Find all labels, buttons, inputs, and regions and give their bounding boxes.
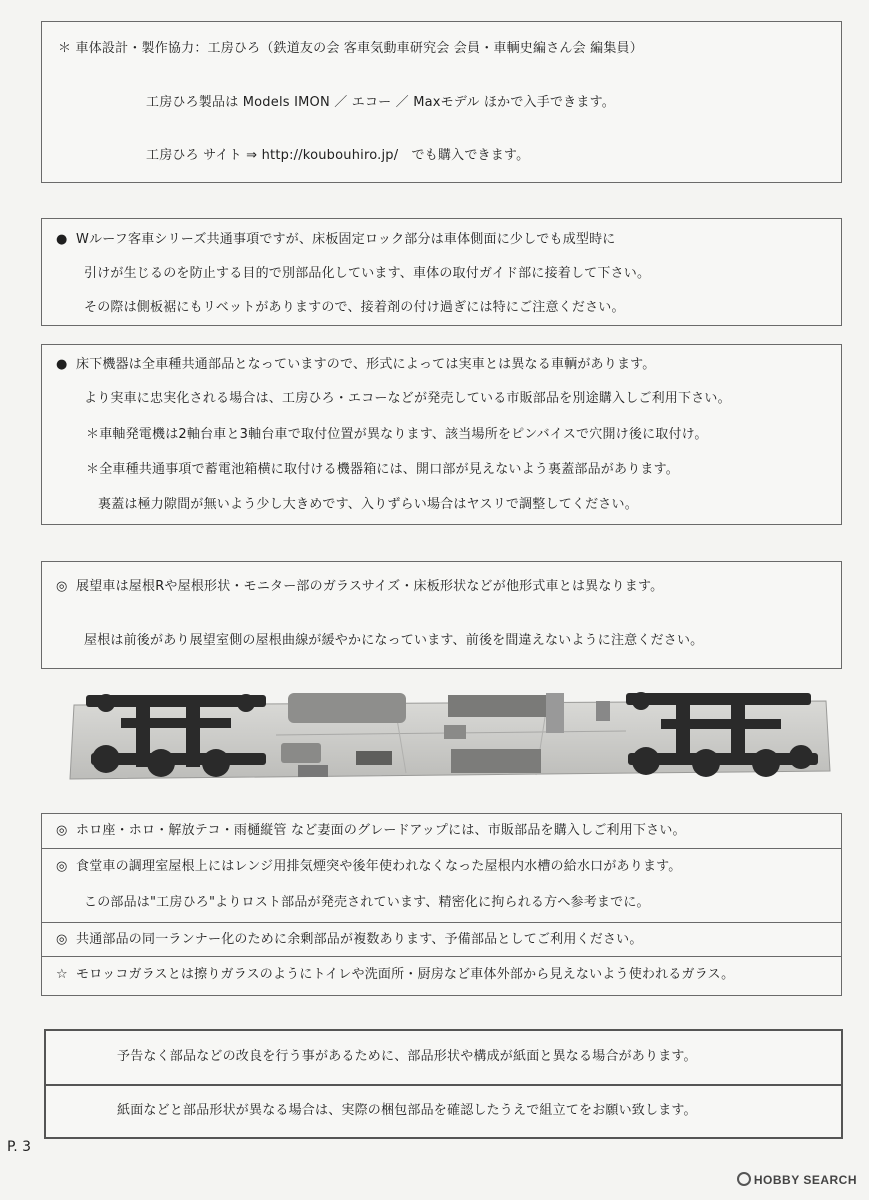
- credits-line-1: ＊ 車体設計・製作協力：工房ひろ（鉄道友の会 客車気動車研究会 会員・車輌史編さん会 編集員）: [58, 41, 643, 56]
- disclaimer-line-1: 予告なく部品などの改良を行う事があるために、部品形状や構成が紙面と異なる場合があります。: [117, 1049, 697, 1064]
- bullet-icon: ●: [56, 357, 68, 372]
- wroof-box: [41, 218, 842, 326]
- notes-box: [41, 813, 842, 996]
- wroof-line-3: その際は側板裾にもリベットがありますので、接着剤の付け過ぎには特にご注意ください。: [84, 300, 625, 315]
- underfloor-line-5: 裏蓋は極力隙間が無いよう少し大きめです、入りずらい場合はヤスリで調整してください。: [98, 497, 638, 512]
- disclaimer-box: [44, 1029, 843, 1139]
- note-hood-text: ホロ座・ホロ・解放テコ・雨樋縦管 など妻面のグレードアップには、市販部品を購入しご利用下さい。: [76, 823, 686, 838]
- observation-box: [41, 561, 842, 669]
- note-dining-2: この部品は"工房ひろ"よりロスト部品が発売されています、精密化に拘られる方へ参考までに。: [84, 895, 650, 910]
- double-circle-icon: ◎: [56, 579, 68, 594]
- credits-box: [41, 21, 842, 183]
- bullet-icon: ●: [56, 232, 68, 247]
- double-circle-icon: ◎: [56, 859, 68, 874]
- note-glass: [56, 967, 734, 983]
- note-glass-text: モロッコガラスとは擦りガラスのようにトイレや洗面所・厨房など車体外部から見えないよう使われるガラス。: [76, 967, 735, 982]
- underfloor-line-1: [56, 357, 656, 373]
- observation-line-1: [56, 579, 663, 595]
- underfloor-line-2: より実車に忠実化される場合は、工房ひろ・エコーなどが発売している市販部品を別途購入しご利用下さい。: [84, 391, 731, 406]
- observation-line-2: 屋根は前後があり展望室側の屋根曲線が緩やかになっています、前後を間違えないように注意ください。: [84, 633, 704, 648]
- disclaimer-line-2: 紙面などと部品形状が異なる場合は、実際の梱包部品を確認したうえで組立てをお願い致します。: [117, 1103, 697, 1118]
- note-spare: [56, 932, 643, 948]
- underfloor-parts-photo: [66, 683, 832, 793]
- wroof-line-2: 引けが生じるのを防止する目的で別部品化しています、車体の取付ガイド部に接着して下さい。: [84, 266, 651, 281]
- divider: [42, 922, 841, 923]
- star-icon: ☆: [56, 967, 68, 982]
- watermark: [737, 1172, 857, 1187]
- wroof-text-1: Wルーフ客車シリーズ共通事項ですが、床板固定ロック部分は車体側面に少しでも成型時に: [76, 232, 616, 247]
- note-hood: [56, 823, 686, 839]
- note-spare-text: 共通部品の同一ランナー化のために余剰部品が複数あります、予備部品としてご利用ください。: [76, 932, 643, 947]
- underfloor-box: [41, 344, 842, 525]
- underfloor-line-4: ＊全車種共通事項で蓄電池箱横に取付ける機器箱には、開口部が見えないよう裏蓋部品があります。: [86, 462, 679, 477]
- divider: [42, 956, 841, 957]
- divider: [46, 1084, 841, 1086]
- wroof-line-1: [56, 232, 616, 248]
- gear-logo-icon: [737, 1172, 751, 1186]
- note-dining-text-1: 食堂車の調理室屋根上にはレンジ用排気煙突や後年使われなくなった屋根内水槽の給水口があります。: [76, 859, 682, 874]
- double-circle-icon: ◎: [56, 823, 68, 838]
- watermark-text: HOBBY SEARCH: [753, 1173, 857, 1187]
- underfloor-line-3: ＊車軸発電機は2軸台車と3軸台車で取付位置が異なります、該当場所をピンバイスで穴開け後に取付け。: [86, 427, 708, 442]
- credits-line-3: 工房ひろ サイト ⇒ http://koubouhiro.jp/ でも購入できます。: [146, 148, 530, 163]
- note-dining-1: [56, 859, 682, 875]
- observation-text-1: 展望車は屋根Rや屋根形状・モニター部のガラスサイズ・床板形状などが他形式車とは異なります。: [76, 579, 664, 594]
- divider: [42, 848, 841, 849]
- underfloor-text-1: 床下機器は全車種共通部品となっていますので、形式によっては実車とは異なる車輌があります。: [76, 357, 656, 372]
- credits-line-2: 工房ひろ製品は Models IMON ／ エコー ／ Maxモデル ほかで入手できます。: [146, 95, 615, 110]
- double-circle-icon: ◎: [56, 932, 68, 947]
- page-number: P. 3: [7, 1139, 32, 1155]
